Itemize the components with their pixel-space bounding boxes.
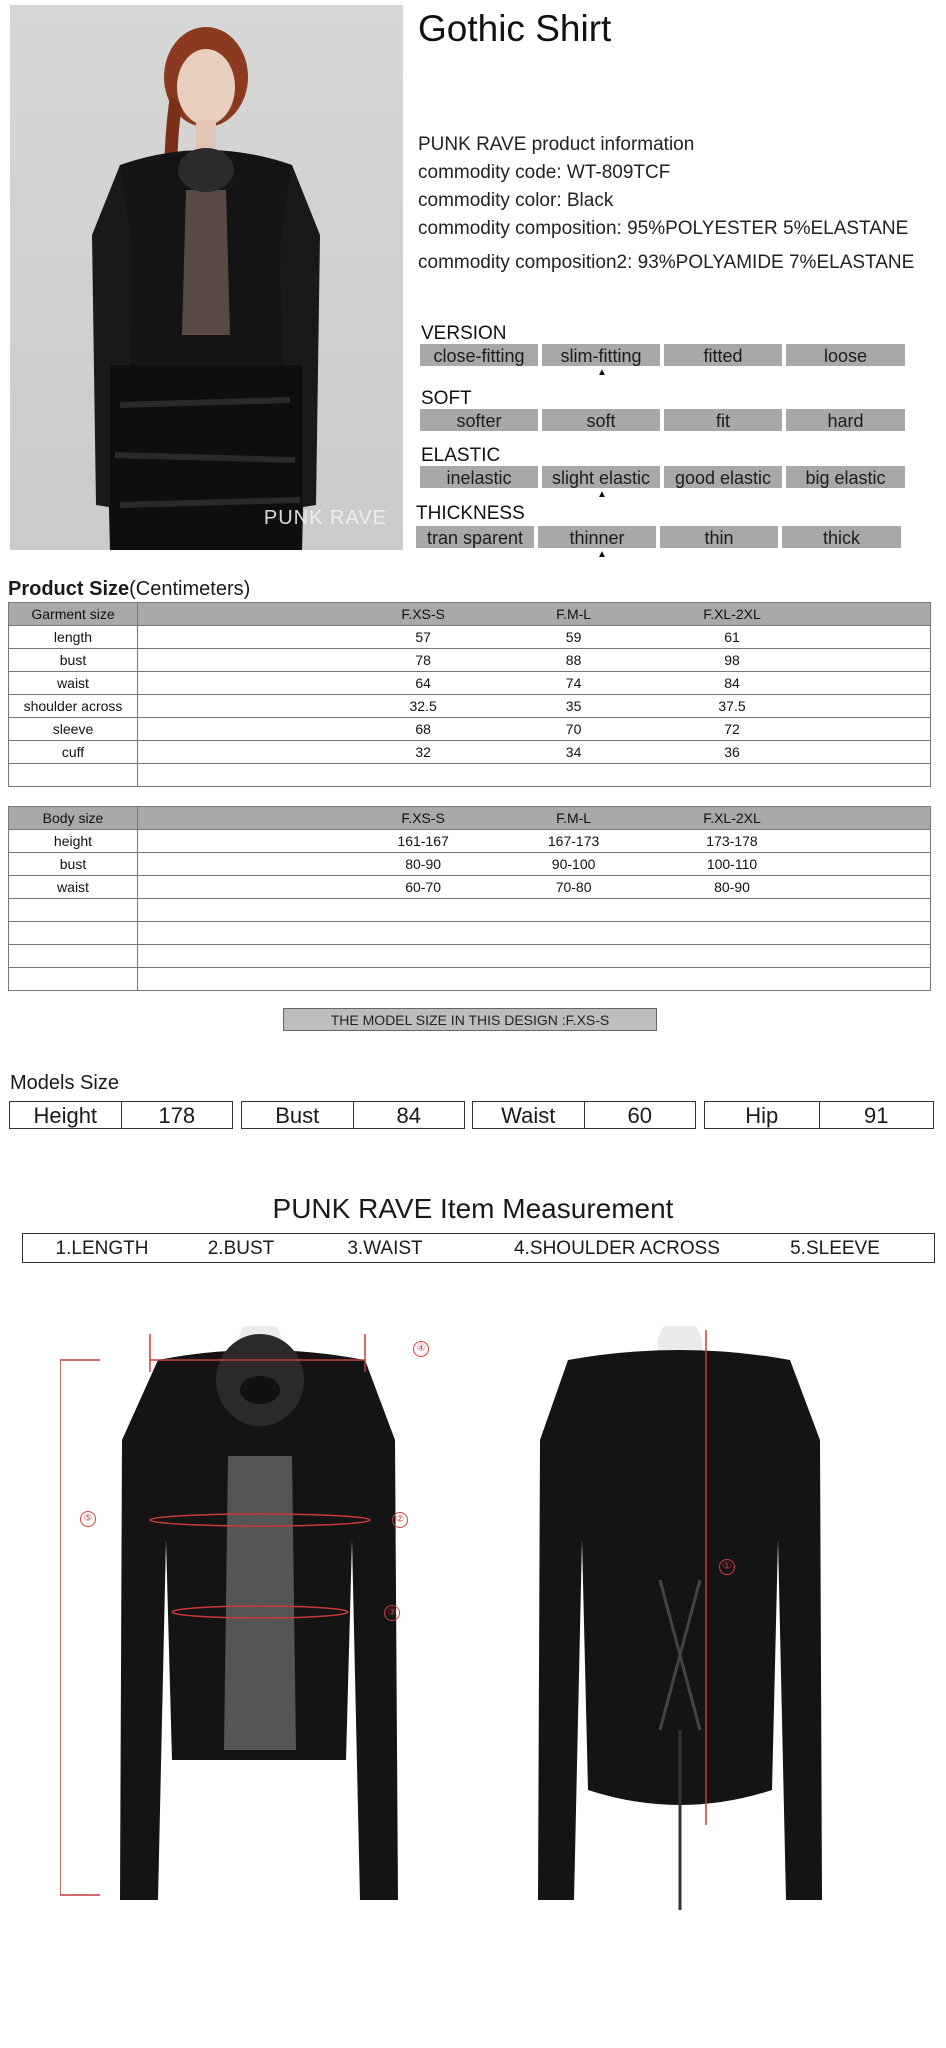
size-cell: 32 (415, 744, 431, 760)
measurement-title: PUNK RAVE Item Measurement (272, 1193, 674, 1224)
model-value: 178 (121, 1102, 233, 1128)
row-label: bust (9, 649, 138, 672)
marker-sleeve: ⑤ (80, 1511, 96, 1527)
scale-option: inelastic (420, 466, 538, 488)
row-values (138, 830, 931, 853)
row-label: length (9, 626, 138, 649)
scale-option: fit (664, 409, 782, 431)
size-cell: 64 (415, 675, 431, 691)
measure-item-sleeve: 5.SLEEVE (790, 1238, 880, 1259)
measure-item-length: 1.LENGTH (55, 1238, 149, 1259)
size-cell: F.XS-S (401, 810, 445, 826)
row-label: Garment size (9, 603, 138, 626)
table-header-row (9, 603, 931, 626)
row-label (9, 968, 138, 991)
scale-option: fitted (664, 344, 782, 366)
row-label: waist (9, 876, 138, 899)
table-row (9, 876, 931, 899)
models-size-title: Models Size (10, 1072, 119, 1094)
size-cell: 167-173 (547, 833, 600, 849)
body-size-table (8, 806, 931, 991)
scale-option: slim-fitting (542, 344, 660, 366)
size-cell: 35 (565, 698, 582, 714)
model-hip-box (704, 1101, 934, 1129)
model-height-box (9, 1101, 233, 1129)
table-row (9, 899, 931, 922)
info-brand: PUNK RAVE product information (418, 134, 695, 155)
table-row (9, 718, 931, 741)
scale-option: tran sparent (416, 526, 534, 548)
info-composition2: commodity composition2: 93%POLYAMIDE 7%ELASTANE (418, 252, 915, 273)
size-cell: F.XS-S (401, 606, 445, 622)
row-values (138, 741, 931, 764)
size-cell: 78 (415, 652, 431, 668)
garment-size-table (8, 602, 931, 787)
table-row (9, 741, 931, 764)
row-label: sleeve (9, 718, 138, 741)
marker-shoulder: ④ (413, 1341, 429, 1357)
size-cell: 88 (565, 652, 582, 668)
size-cell: 80-90 (714, 879, 750, 895)
model-label: Hip (745, 1103, 779, 1128)
scale-option: thinner (538, 526, 656, 548)
row-label: Body size (9, 807, 138, 830)
scale-option: softer (420, 409, 538, 431)
selected-marker-icon: ▲ (597, 489, 607, 500)
row-values (138, 945, 931, 968)
scale-option: hard (786, 409, 905, 431)
row-values (138, 672, 931, 695)
row-label: height (9, 830, 138, 853)
size-cell: 90-100 (551, 856, 596, 872)
row-values (138, 626, 931, 649)
measure-item-shoulder: 4.SHOULDER ACROSS (514, 1238, 720, 1259)
size-cell: 80-90 (405, 856, 442, 872)
size-cell: 34 (565, 744, 582, 760)
row-values (138, 718, 931, 741)
marker-bust: ② (392, 1512, 408, 1528)
row-values (138, 853, 931, 876)
row-label: waist (9, 672, 138, 695)
size-cell: F.XL-2XL (703, 810, 761, 826)
table-row (9, 649, 931, 672)
model-waist-box (472, 1101, 696, 1129)
size-cell: 68 (415, 721, 431, 737)
scale-option: thin (660, 526, 778, 548)
row-values (138, 899, 931, 922)
size-cell: 70 (565, 721, 582, 737)
size-cell: 161-167 (397, 833, 449, 849)
scale-label-thickness: THICKNESS (416, 503, 525, 524)
table-row (9, 626, 931, 649)
row-label (9, 764, 138, 787)
scale-label-soft: SOFT (421, 388, 472, 409)
row-values (138, 876, 931, 899)
scale-option: slight elastic (542, 466, 660, 488)
table-row (9, 968, 931, 991)
table-header-row (9, 807, 931, 830)
table-row (9, 764, 931, 787)
garment-back-illustration (520, 1320, 920, 1920)
measurement-legend (22, 1233, 935, 1263)
size-cell: 84 (724, 675, 740, 691)
model-label: Height (33, 1103, 98, 1128)
scale-option: loose (786, 344, 905, 366)
marker-length: ① (719, 1559, 735, 1575)
scale-option: close-fitting (420, 344, 538, 366)
model-label: Bust (275, 1103, 320, 1128)
model-value: 84 (353, 1102, 465, 1128)
row-label (9, 899, 138, 922)
size-cell: F.XL-2XL (703, 606, 761, 622)
marker-waist: ③ (384, 1605, 400, 1621)
row-values (138, 922, 931, 945)
size-cell: 173-178 (706, 833, 758, 849)
measure-item-bust: 2.BUST (207, 1238, 275, 1259)
size-cell: 59 (565, 629, 582, 645)
row-label: cuff (9, 741, 138, 764)
selected-marker-icon: ▲ (597, 367, 607, 378)
table-row (9, 945, 931, 968)
row-values (138, 649, 931, 672)
scale-option: thick (782, 526, 901, 548)
table-row (9, 695, 931, 718)
table-row (9, 672, 931, 695)
measure-item-waist: 3.WAIST (347, 1238, 423, 1259)
model-bust-box (241, 1101, 465, 1129)
size-cell: 57 (415, 629, 431, 645)
size-cell: 100-110 (706, 856, 758, 872)
row-label: bust (9, 853, 138, 876)
info-composition: commodity composition: 95%POLYESTER 5%ELASTANE (418, 218, 909, 239)
size-cell: 36 (724, 744, 740, 760)
size-cell: 70-80 (555, 879, 592, 895)
row-label: shoulder across (9, 695, 138, 718)
size-cell: 32.5 (409, 698, 437, 714)
table-row (9, 853, 931, 876)
row-values (138, 603, 931, 626)
scale-option: good elastic (664, 466, 782, 488)
size-cell: 98 (724, 652, 740, 668)
size-cell: F.M-L (556, 606, 592, 622)
info-code: commodity code: WT-809TCF (418, 162, 671, 183)
scale-option: soft (542, 409, 660, 431)
product-title: Gothic Shirt (418, 8, 612, 49)
model-size-note: THE MODEL SIZE IN THIS DESIGN :F.XS-S (283, 1008, 657, 1031)
garment-front-illustration (60, 1320, 440, 1910)
row-values (138, 968, 931, 991)
row-label (9, 922, 138, 945)
scale-label-version: VERSION (421, 323, 507, 344)
model-label: Waist (501, 1103, 556, 1128)
selected-marker-icon: ▲ (597, 549, 607, 560)
size-cell: 72 (724, 721, 740, 737)
table-row (9, 830, 931, 853)
model-value: 91 (819, 1102, 934, 1128)
watermark: PUNK RAVE (263, 507, 387, 529)
scale-option: big elastic (786, 466, 905, 488)
scale-label-elastic: ELASTIC (421, 445, 501, 466)
size-cell: 37.5 (718, 698, 746, 714)
size-cell: F.M-L (556, 810, 592, 826)
product-size-title: Product Size(Centimeters) (8, 578, 251, 600)
table-row (9, 922, 931, 945)
row-values (138, 695, 931, 718)
row-values (138, 807, 931, 830)
row-values (138, 764, 931, 787)
row-label (9, 945, 138, 968)
info-color: commodity color: Black (418, 190, 614, 211)
model-value: 60 (584, 1102, 696, 1128)
size-cell: 60-70 (405, 879, 442, 895)
size-cell: 74 (565, 675, 582, 691)
size-cell: 61 (724, 629, 740, 645)
attribute-scales (0, 0, 946, 580)
